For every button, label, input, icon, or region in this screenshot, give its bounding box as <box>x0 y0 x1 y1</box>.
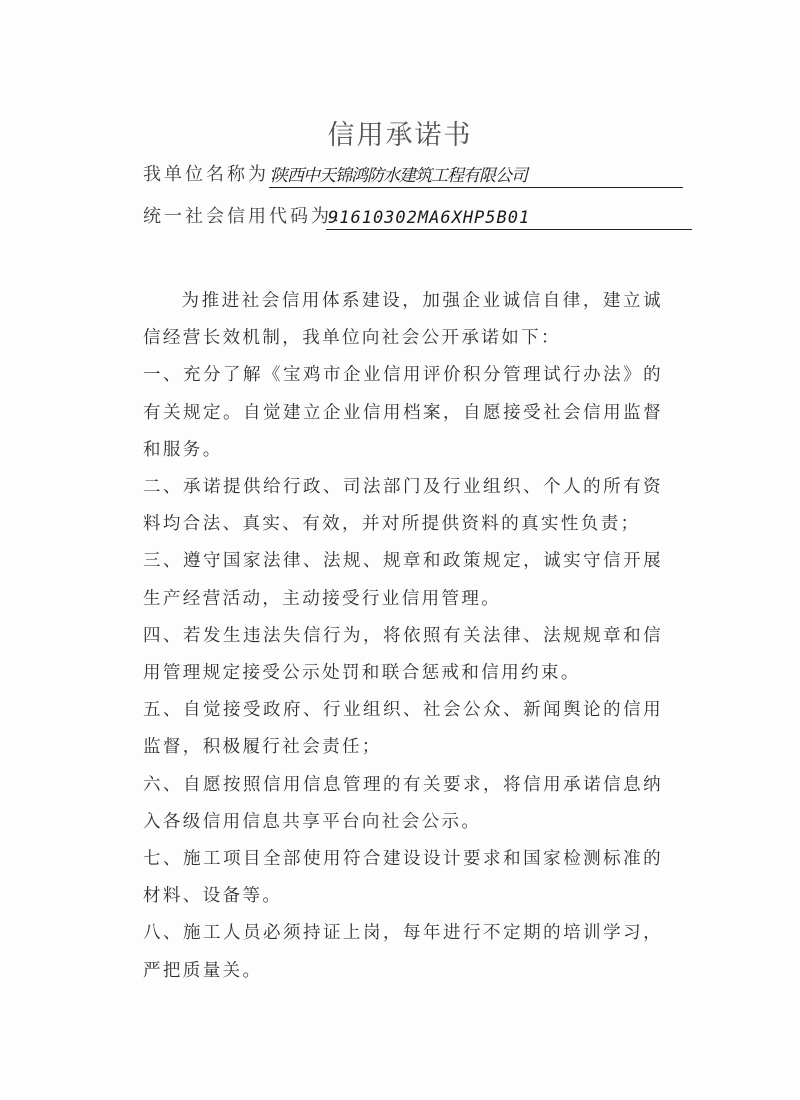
clause-4: 四、若发生违法失信行为，将依照有关法律、法规规章和信用管理规定接受公示处罚和联合惩戒和信用约束。 <box>143 625 663 684</box>
clause-7: 七、施工项目全部使用符合建设设计要求和国家检测标准的材料、设备等。 <box>143 849 663 907</box>
unit-name-row <box>143 160 527 186</box>
unit-name-handwritten-value: 陕西中天锦鸿防水建筑工程有限公司 <box>269 161 683 188</box>
credit-code-handwritten-value: 91610302MA6XHP5B01 <box>326 208 692 230</box>
clause-3: 三、遵守国家法律、法规、规章和政策规定，诚实守信开展生产经营活动，主动接受行业信用管理。 <box>143 551 663 609</box>
clause-5: 五、自觉接受政府、行业组织、社会公众、新闻舆论的信用监督，积极履行社会责任； <box>143 700 663 758</box>
credit-code-row <box>143 202 531 228</box>
document-title: 信用承诺书 <box>327 120 473 151</box>
clause-6: 六、自愿按照信用信息管理的有关要求，将信用承诺信息纳入各级信用信息共享平台向社会公示。 <box>143 774 663 832</box>
clause-1: 一、充分了解《宝鸡市企业信用评价积分管理试行办法》的有关规定。自觉建立企业信用档案，自愿接受社会信用监督和服务。 <box>143 365 663 460</box>
clause-2: 二、承诺提供给行政、司法部门及行业组织、个人的所有资料均合法、真实、有效，并对所提供资料的真实性负责； <box>143 477 663 535</box>
clause-8: 八、施工人员必须持证上岗，每年进行不定期的培训学习，严把质量关。 <box>143 923 663 981</box>
intro-paragraph: 为推进社会信用体系建设，加强企业诚信自律，建立诚信经营长效机制，我单位向社会公开承诺如下： <box>143 291 663 349</box>
unit-name-label: 我单位名称为： <box>143 164 290 185</box>
credit-code-label: 统一社会信用代码为： <box>143 206 353 227</box>
document-body <box>143 283 663 990</box>
